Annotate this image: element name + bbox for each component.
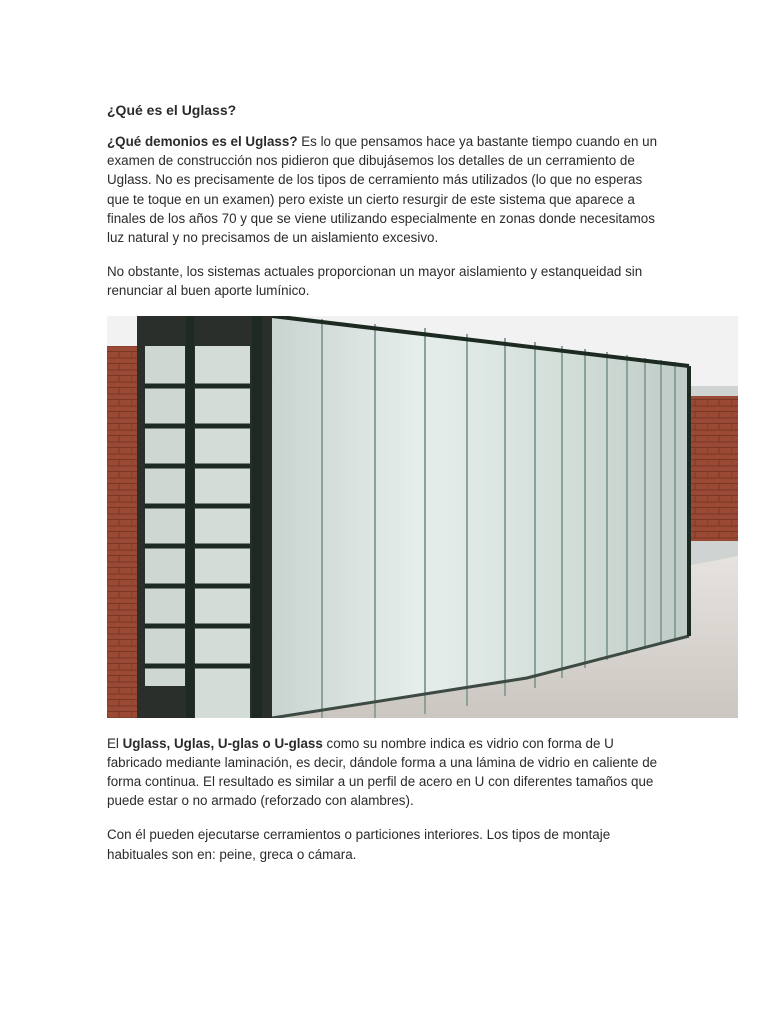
intro-text: Es lo que pensamos hace ya bastante tiempo cuando en un examen de construcción nos pidieron que dibujásemos los detalles de un cerramiento de Uglass. No es precisamente de los tipos de cerramiento más utilizados (lo que no esperas que te toque en un examen) pero existe un cierto resurgir de este sistema que aparece a finales de los años 70 y que se viene utilizando especialmente en zonas donde necesitamos luz natural y no precisamos de un aislamiento excesivo. <box>107 134 658 246</box>
paragraph-insulation: No obstante, los sistemas actuales proporcionan un mayor aislamiento y estanqueidad sin renunciar al buen aporte lumínico. <box>107 264 643 299</box>
page-title: ¿Qué es el Uglass? <box>107 102 237 118</box>
right-brick-wall <box>689 396 738 541</box>
definition-pre: El <box>107 735 123 751</box>
definition-text: como su nombre indica es vidrio con forma de U fabricado mediante laminación, es decir, dándole forma a una lámina de vidrio en caliente de forma continua. El resultado es similar a un perfil de acero en U con diferentes tamaños que puede estar o no armado (reforzado con alambres). <box>107 735 658 809</box>
paragraph-intro <box>107 132 667 247</box>
intro-bold-question: ¿Qué demonios es el Uglass? <box>107 134 298 149</box>
paragraph-definition <box>107 734 667 811</box>
document-page <box>107 100 667 879</box>
paragraph-mounting: Con él pueden ejecutarse cerramientos o particiones interiores. Los tipos de montaje habituales son en: peine, greca o cámara. <box>107 827 611 862</box>
uglass-wall-illustration <box>107 316 738 718</box>
left-brick-wall <box>107 346 137 718</box>
definition-bold-names: Uglass, Uglas, U-glas o U-glass <box>122 735 323 751</box>
metal-door <box>137 316 272 718</box>
uglass-photo <box>107 316 738 718</box>
